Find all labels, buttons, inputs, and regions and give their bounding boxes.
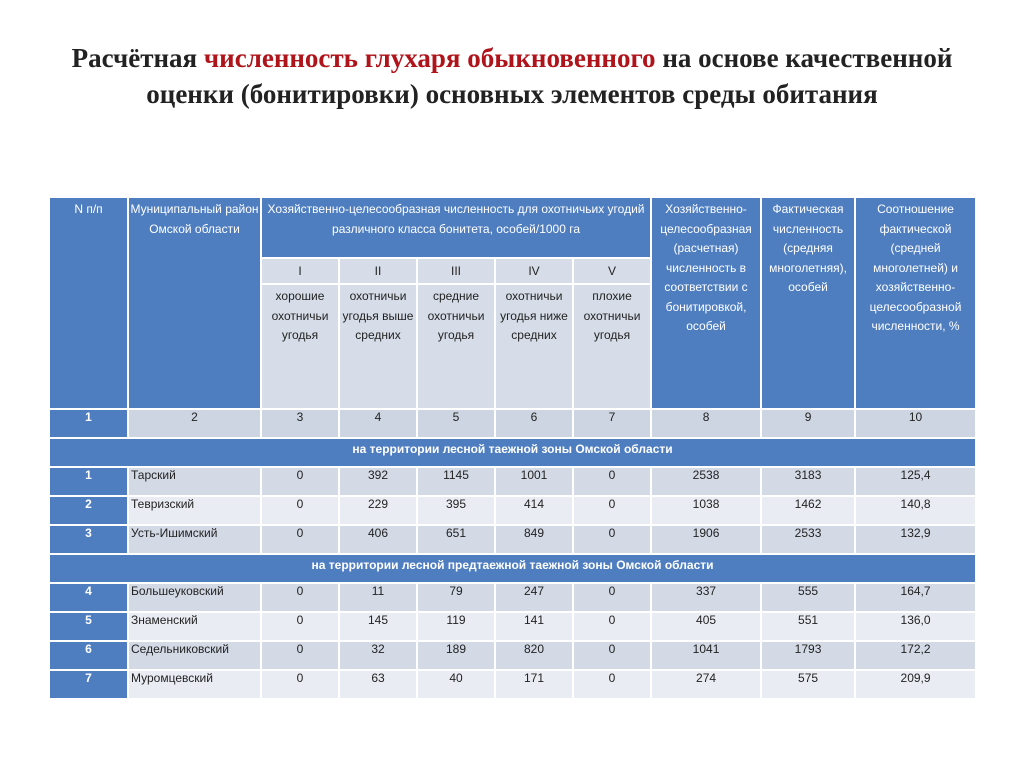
ratio-value: 140,8 xyxy=(855,496,976,525)
header-class-3: III xyxy=(417,258,495,284)
class-5-value: 0 xyxy=(573,641,651,670)
column-number: 7 xyxy=(573,409,651,438)
district-name: Усть-Ишимский xyxy=(128,525,261,554)
class-3-value: 40 xyxy=(417,670,495,699)
calc-value: 1041 xyxy=(651,641,761,670)
class-3-value: 395 xyxy=(417,496,495,525)
actual-value: 1793 xyxy=(761,641,855,670)
class-3-value: 119 xyxy=(417,612,495,641)
class-5-value: 0 xyxy=(573,467,651,496)
column-number: 6 xyxy=(495,409,573,438)
actual-value: 2533 xyxy=(761,525,855,554)
class-4-value: 820 xyxy=(495,641,573,670)
column-number: 2 xyxy=(128,409,261,438)
row-index: 5 xyxy=(49,612,128,641)
class-3-value: 1145 xyxy=(417,467,495,496)
zone-header-row xyxy=(49,554,976,583)
header-class-1-desc: хорошие охотничьи угодья xyxy=(261,284,339,409)
header-ratio: Соотношение фактической (средней многолетней) и хозяйственно-целесообразной численности, % xyxy=(855,197,976,409)
class-1-value: 0 xyxy=(261,496,339,525)
class-2-value: 145 xyxy=(339,612,417,641)
class-4-value: 171 xyxy=(495,670,573,699)
calc-value: 1906 xyxy=(651,525,761,554)
column-number: 8 xyxy=(651,409,761,438)
column-number: 5 xyxy=(417,409,495,438)
header-class-1: I xyxy=(261,258,339,284)
calc-value: 337 xyxy=(651,583,761,612)
ratio-value: 164,7 xyxy=(855,583,976,612)
header-class-5: V xyxy=(573,258,651,284)
class-4-value: 1001 xyxy=(495,467,573,496)
class-3-value: 651 xyxy=(417,525,495,554)
district-name: Знаменский xyxy=(128,612,261,641)
calc-value: 274 xyxy=(651,670,761,699)
class-2-value: 11 xyxy=(339,583,417,612)
class-1-value: 0 xyxy=(261,670,339,699)
table-row xyxy=(49,670,976,699)
class-4-value: 849 xyxy=(495,525,573,554)
class-4-value: 414 xyxy=(495,496,573,525)
class-3-value: 189 xyxy=(417,641,495,670)
header-calc: Хозяйственно-целесообразная (расчетная) численность в соответствии с бонитировкой, особей xyxy=(651,197,761,409)
ratio-value: 125,4 xyxy=(855,467,976,496)
district-name: Большеуковский xyxy=(128,583,261,612)
header-class-2-desc: охотничьи угодья выше средних xyxy=(339,284,417,409)
class-5-value: 0 xyxy=(573,583,651,612)
class-1-value: 0 xyxy=(261,641,339,670)
header-class-group: Хозяйственно-целесообразная численность для охотничьих угодий различного класса бонитета, особей/1000 га xyxy=(261,197,651,258)
table-row xyxy=(49,496,976,525)
row-index: 6 xyxy=(49,641,128,670)
ratio-value: 209,9 xyxy=(855,670,976,699)
header-actual: Фактическая численность (средняя многолетняя), особей xyxy=(761,197,855,409)
row-index: 3 xyxy=(49,525,128,554)
class-2-value: 63 xyxy=(339,670,417,699)
column-number: 4 xyxy=(339,409,417,438)
header-class-5-desc: плохие охотничьи угодья xyxy=(573,284,651,409)
column-number: 9 xyxy=(761,409,855,438)
header-class-4: IV xyxy=(495,258,573,284)
table-row xyxy=(49,583,976,612)
row-index: 7 xyxy=(49,670,128,699)
header-class-3-desc: средние охотничьи угодья xyxy=(417,284,495,409)
actual-value: 3183 xyxy=(761,467,855,496)
district-name: Тевризский xyxy=(128,496,261,525)
class-2-value: 229 xyxy=(339,496,417,525)
title-part1: Расчётная xyxy=(71,43,198,73)
ratio-value: 136,0 xyxy=(855,612,976,641)
calc-value: 1038 xyxy=(651,496,761,525)
header-class-4-desc: охотничьи угодья ниже средних xyxy=(495,284,573,409)
district-name: Седельниковский xyxy=(128,641,261,670)
zone-label: на территории лесной предтаежной таежной зоны Омской области xyxy=(49,554,976,583)
class-1-value: 0 xyxy=(261,525,339,554)
data-table xyxy=(48,196,977,700)
header-class-2: II xyxy=(339,258,417,284)
column-number: 3 xyxy=(261,409,339,438)
table-row xyxy=(49,467,976,496)
row-index: 2 xyxy=(49,496,128,525)
header-n: N п/п xyxy=(49,197,128,409)
ratio-value: 132,9 xyxy=(855,525,976,554)
district-name: Тарский xyxy=(128,467,261,496)
class-5-value: 0 xyxy=(573,496,651,525)
zone-header-row xyxy=(49,438,976,467)
zone-label: на территории лесной таежной зоны Омской области xyxy=(49,438,976,467)
actual-value: 551 xyxy=(761,612,855,641)
table-row xyxy=(49,525,976,554)
district-name: Муромцевский xyxy=(128,670,261,699)
row-index: 4 xyxy=(49,583,128,612)
row-index: 1 xyxy=(49,467,128,496)
class-5-value: 0 xyxy=(573,670,651,699)
actual-value: 575 xyxy=(761,670,855,699)
table-row xyxy=(49,612,976,641)
class-4-value: 141 xyxy=(495,612,573,641)
calc-value: 405 xyxy=(651,612,761,641)
class-3-value: 79 xyxy=(417,583,495,612)
actual-value: 555 xyxy=(761,583,855,612)
header-district: Муниципальный район Омской области xyxy=(128,197,261,409)
class-4-value: 247 xyxy=(495,583,573,612)
calc-value: 2538 xyxy=(651,467,761,496)
actual-value: 1462 xyxy=(761,496,855,525)
column-number-row xyxy=(49,409,976,438)
class-5-value: 0 xyxy=(573,525,651,554)
class-2-value: 406 xyxy=(339,525,417,554)
class-1-value: 0 xyxy=(261,583,339,612)
class-2-value: 392 xyxy=(339,467,417,496)
table-row xyxy=(49,641,976,670)
class-1-value: 0 xyxy=(261,467,339,496)
column-number: 1 xyxy=(49,409,128,438)
class-2-value: 32 xyxy=(339,641,417,670)
ratio-value: 172,2 xyxy=(855,641,976,670)
class-5-value: 0 xyxy=(573,612,651,641)
class-1-value: 0 xyxy=(261,612,339,641)
page-title xyxy=(60,40,964,112)
title-accent: численность глухаря обыкновенного xyxy=(203,43,656,73)
column-number: 10 xyxy=(855,409,976,438)
title-part2: на основе качественной оценки (бонитировки) основных элементов среды обитания xyxy=(146,43,953,109)
